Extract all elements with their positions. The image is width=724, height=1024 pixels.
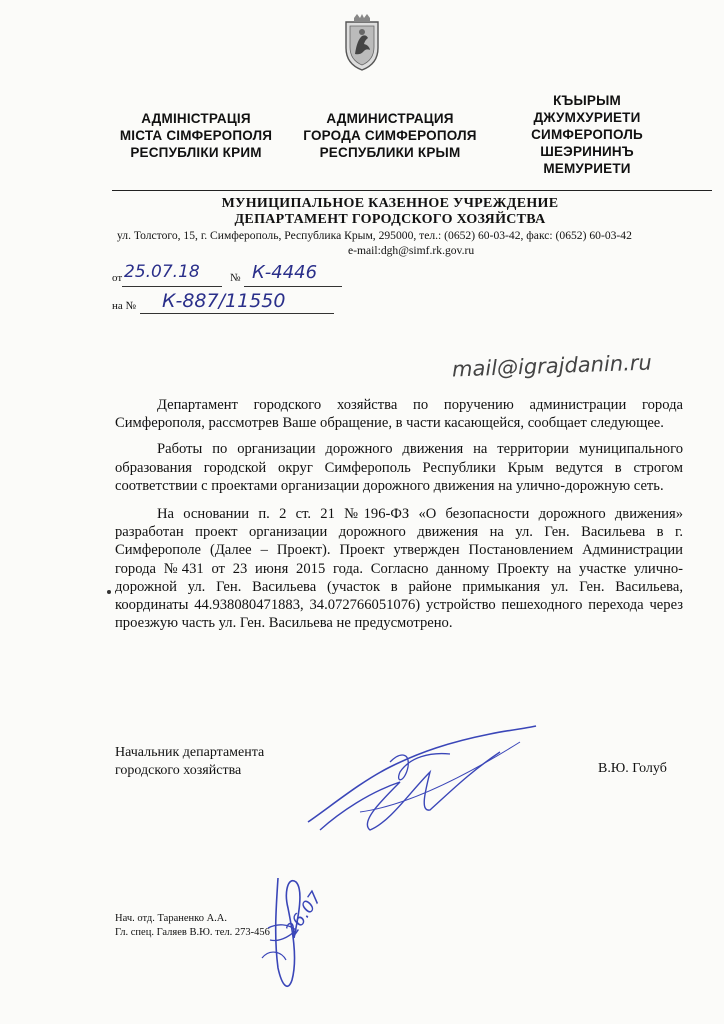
from-date: 25.07.18 bbox=[124, 262, 200, 282]
header-ua bbox=[110, 110, 282, 161]
header-divider bbox=[112, 190, 712, 191]
coat-of-arms-icon bbox=[340, 14, 384, 72]
header-ru-line: ГОРОДА СИМФЕРОПОЛЯ bbox=[303, 128, 477, 143]
executors bbox=[115, 912, 270, 940]
paragraph-3: На основании п. 2 ст. 21 №196-ФЗ «О безопасности дорожного движения» разработан проект организации дорожного движения на ул. Ген. Васильева в г. Симферополе (Далее – Проект). Проект утвержден Постановлением Администрации города №431 от 23 июня 2015 года. Согласно данному Проекту на участке улично-дорожной ул. Ген. Васильева (участок в районе примыкания ул. Ген. Васильева, координаты 44.938080471883, 34.072766051076) устройство пешеходного перехода через проезжую часть ул. Ген. Васильева не предусмотрено. bbox=[115, 506, 683, 632]
signatory-position bbox=[115, 744, 264, 780]
from-underline bbox=[122, 286, 222, 287]
visa-date: 26.07 bbox=[282, 888, 327, 940]
registration-from bbox=[112, 262, 342, 288]
from-label: от bbox=[112, 272, 123, 284]
header-ru-line: РЕСПУБЛИКИ КРЫМ bbox=[319, 145, 461, 160]
institution-title-1: МУНИЦИПАЛЬНОЕ КАЗЕННОЕ УЧРЕЖДЕНИЕ bbox=[221, 196, 559, 211]
executor-2: Гл. спец. Галяев В.Ю. тел. 273-456 bbox=[115, 927, 270, 938]
outgoing-number: К-4446 bbox=[252, 262, 318, 283]
position-line-2: городского хозяйства bbox=[115, 763, 242, 778]
paragraph-1: Департамент городского хозяйства по поручению администрации города Симферополя, рассмотрев Ваше обращение, в части касающейся, сообщает следующее. bbox=[115, 397, 683, 432]
header-ct-line: КЪЫРЫМ bbox=[553, 93, 621, 108]
paragraph-2: Работы по организации дорожного движения на территории муниципального образования городской округ Симферополь Республики Крым ведутся в строгом соответствии с проектами организации дорожного движения на улично-дорожную сеть. bbox=[115, 441, 683, 494]
position-line-1: Начальник департамента bbox=[115, 745, 265, 760]
institution-address: ул. Толстого, 15, г. Симферополь, Республика Крым, 295000, тел.: (0652) 60-03-42, факс: (0652) 60-03-42 bbox=[117, 229, 632, 242]
number-underline bbox=[244, 286, 342, 287]
header-ua-line: МІСТА СІМФЕРОПОЛЯ bbox=[119, 128, 273, 143]
registration-reply bbox=[112, 292, 342, 316]
header-ct-line: ШЕЭРИНИНЪ bbox=[540, 144, 634, 159]
letter-body bbox=[115, 396, 683, 632]
header-ct-line: СИМФЕРОПОЛЬ bbox=[531, 127, 643, 142]
header-ct-line: ДЖУМХУРИЕТИ bbox=[533, 110, 641, 125]
header-ru bbox=[294, 110, 486, 161]
reply-label: на № bbox=[112, 300, 137, 312]
reply-underline bbox=[140, 313, 334, 314]
punch-mark bbox=[107, 590, 111, 594]
reply-number: К-887/11550 bbox=[162, 290, 286, 312]
signatory-name: В.Ю. Голуб bbox=[598, 761, 667, 776]
header-ua-line: АДМІНІСТРАЦІЯ bbox=[141, 111, 251, 126]
institution-email: e-mail:dgh@simf.rk.gov.ru bbox=[348, 244, 475, 257]
recipient-email-note: mail@igrajdanin.ru bbox=[451, 350, 653, 382]
header-ua-line: РЕСПУБЛІКИ КРИМ bbox=[130, 145, 262, 160]
executor-1: Нач. отд. Тараненко А.А. bbox=[115, 913, 227, 924]
handwritten-signature bbox=[300, 712, 540, 842]
institution-title-2: ДЕПАРТАМЕНТ ГОРОДСКОГО ХОЗЯЙСТВА bbox=[234, 212, 546, 227]
header-ct-line: МЕМУРИЕТИ bbox=[543, 161, 631, 176]
number-label: № bbox=[230, 272, 241, 284]
header-ru-line: АДМИНИСТРАЦИЯ bbox=[326, 111, 454, 126]
header-crimean-tatar bbox=[520, 92, 654, 177]
